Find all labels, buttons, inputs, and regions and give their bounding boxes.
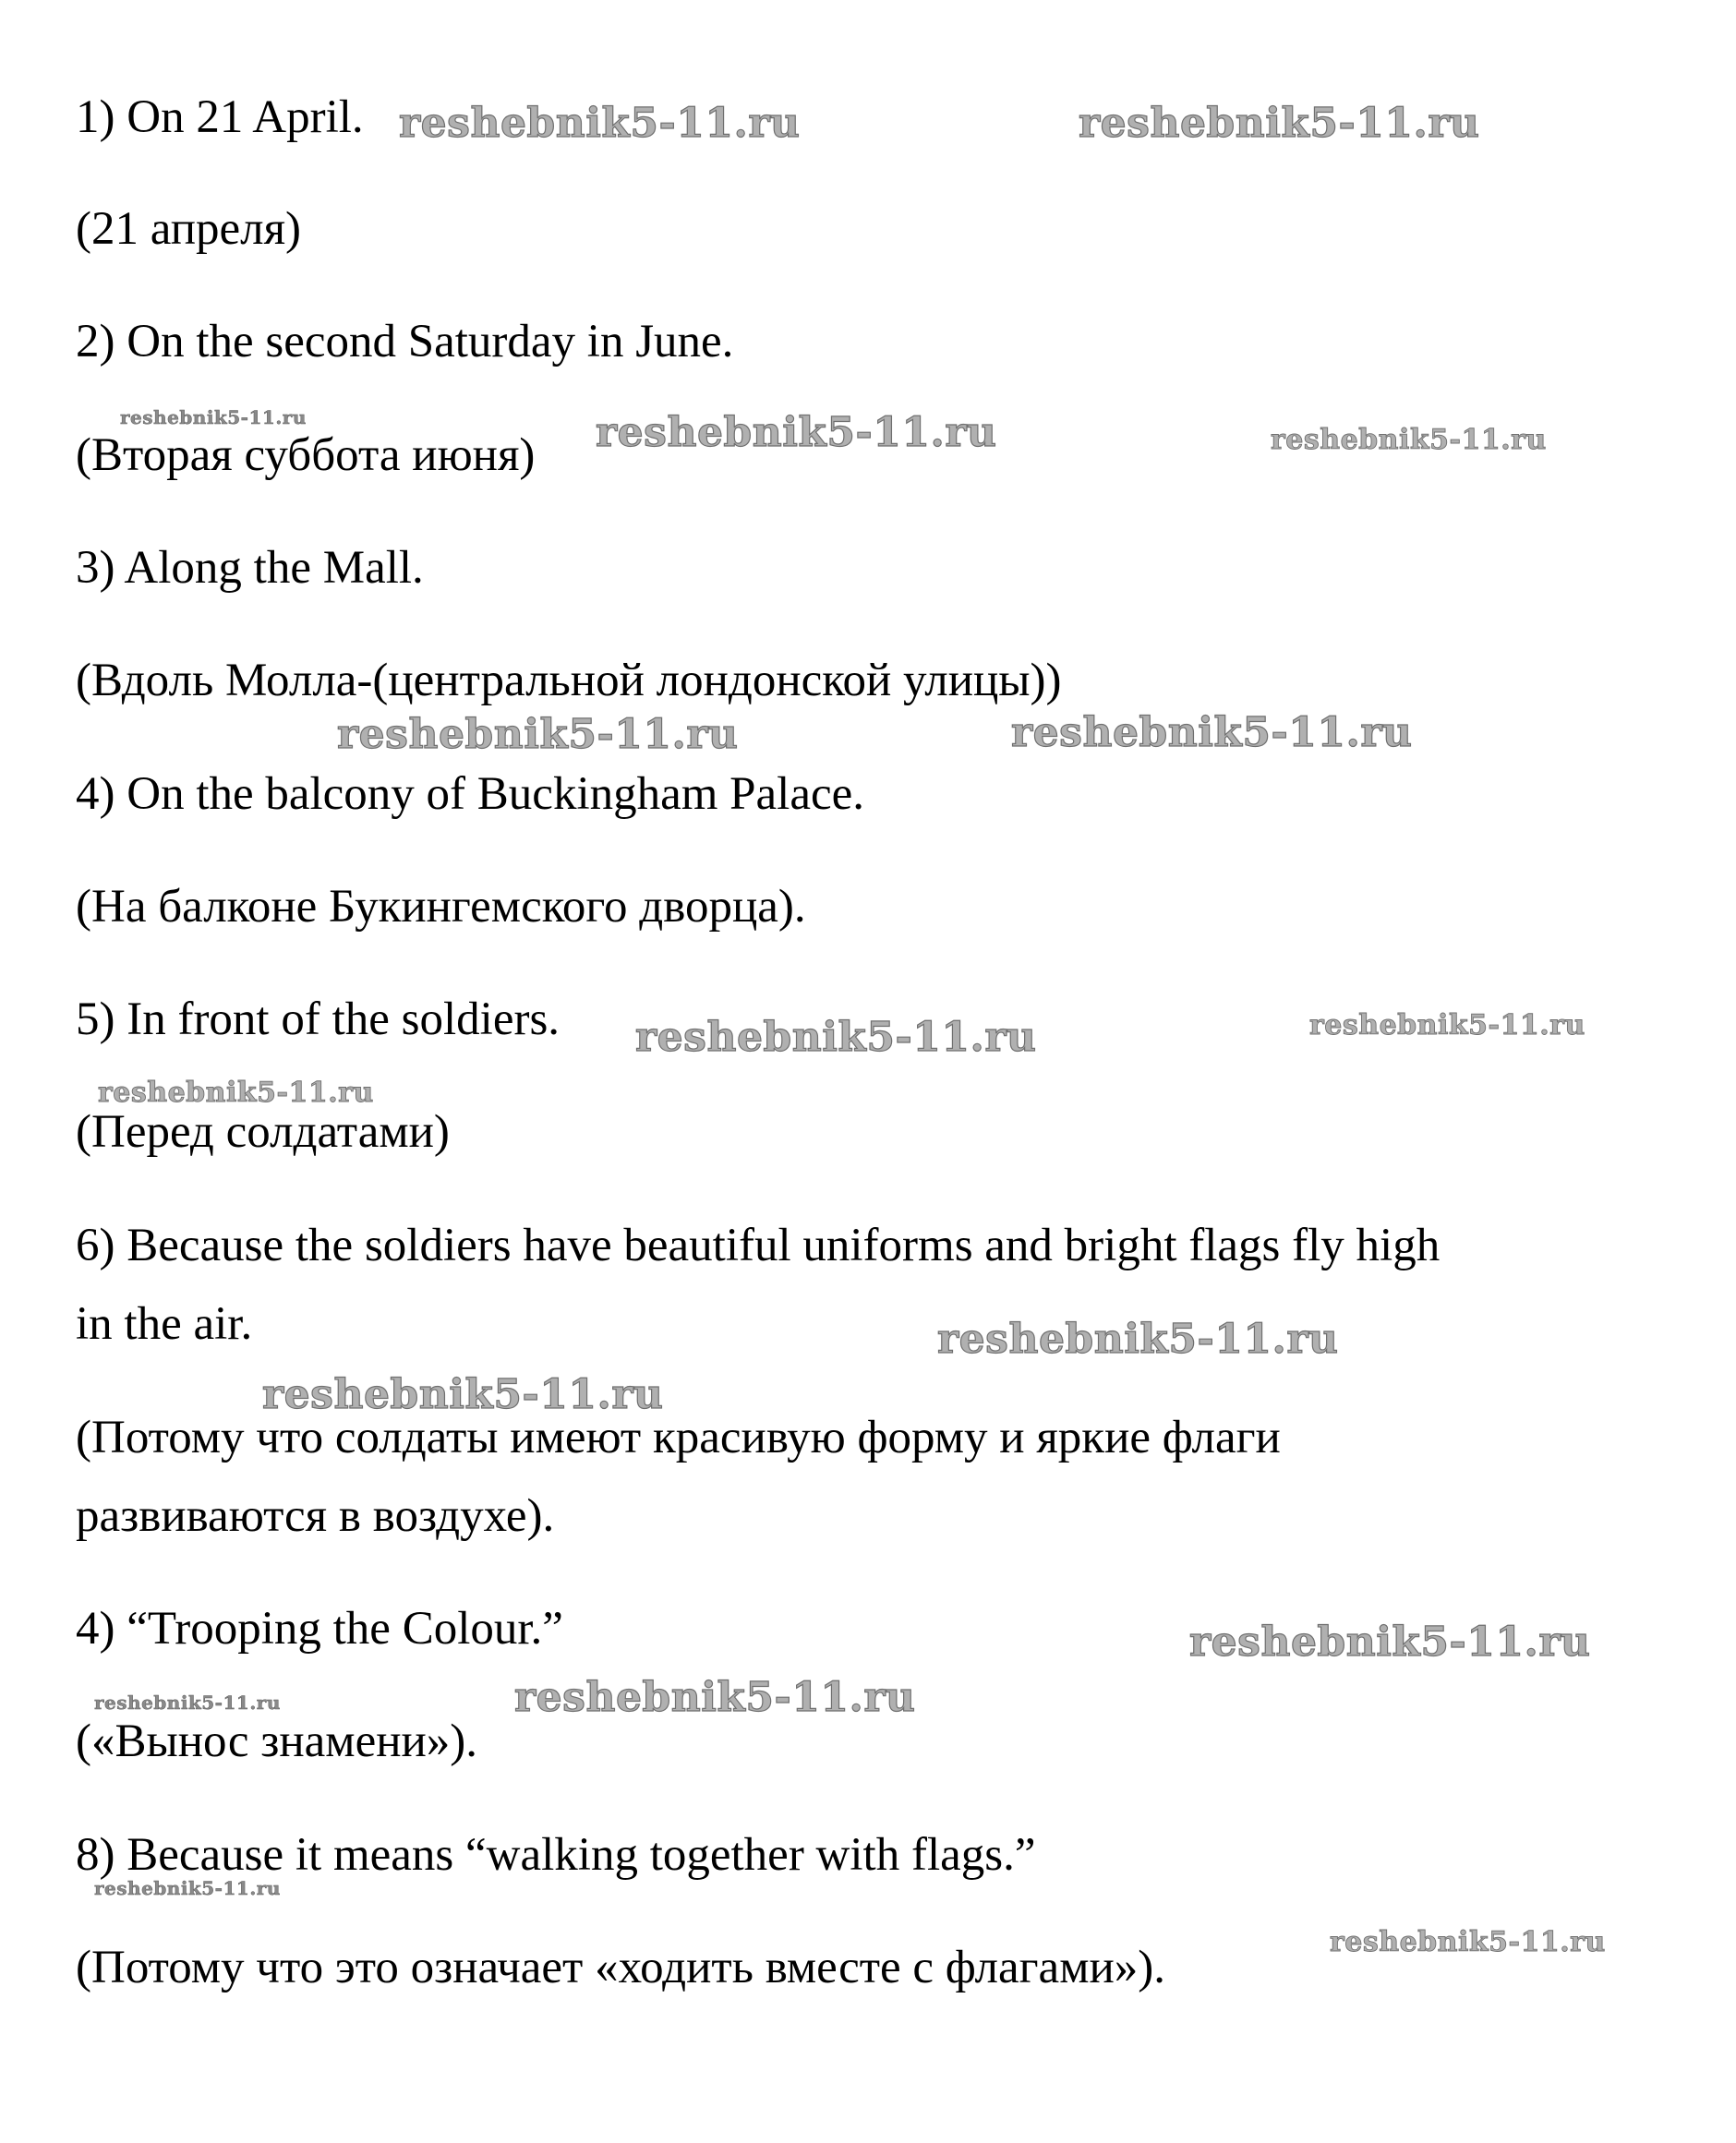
watermark: reshebnik5-11.ru xyxy=(337,711,739,758)
watermark: reshebnik5-11.ru xyxy=(1271,424,1547,456)
answer-7-ru: («Вынос знамени»). xyxy=(76,1716,478,1767)
answer-5-ru: (Перед солдатами) xyxy=(76,1106,450,1158)
answer-8-en: 8) Because it means “walking together with flags.” xyxy=(76,1829,1036,1881)
answer-6-en-line-2: in the air. xyxy=(76,1298,253,1350)
watermark: reshebnik5-11.ru xyxy=(514,1674,916,1721)
answer-2-en: 2) On the second Saturday in June. xyxy=(76,316,734,367)
answer-1-ru: (21 апреля) xyxy=(76,203,302,255)
watermark: reshebnik5-11.ru xyxy=(262,1371,664,1418)
watermark: reshebnik5-11.ru xyxy=(98,1077,374,1109)
watermark: reshebnik5-11.ru xyxy=(937,1316,1339,1363)
answer-6-ru-line-1: (Потому что солдаты имеют красивую форму и яркие флаги xyxy=(76,1412,1281,1463)
answer-4-en: 4) On the balcony of Buckingham Palace. xyxy=(76,768,865,820)
answer-1-en: 1) On 21 April. xyxy=(76,91,364,143)
answer-3-ru: (Вдоль Молла-(центральной лондонской улицы)) xyxy=(76,655,1062,706)
watermark: reshebnik5-11.ru xyxy=(596,409,997,456)
answer-6-ru-line-2: развиваются в воздухе). xyxy=(76,1490,555,1542)
watermark: reshebnik5-11.ru xyxy=(94,1692,281,1714)
watermark: reshebnik5-11.ru xyxy=(1011,709,1413,756)
watermark: reshebnik5-11.ru xyxy=(94,1877,281,1899)
watermark: reshebnik5-11.ru xyxy=(1309,1009,1585,1041)
answer-7-en: 4) “Trooping the Colour.” xyxy=(76,1603,563,1655)
answer-3-en: 3) Along the Mall. xyxy=(76,542,424,594)
watermark: reshebnik5-11.ru xyxy=(1189,1619,1591,1666)
watermark: reshebnik5-11.ru xyxy=(635,1014,1037,1061)
watermark: reshebnik5-11.ru xyxy=(1079,100,1480,147)
answer-2-ru: (Вторая суббота июня) xyxy=(76,429,536,481)
watermark: reshebnik5-11.ru xyxy=(1330,1926,1606,1958)
watermark: reshebnik5-11.ru xyxy=(120,406,307,428)
answer-4-ru: (На балконе Букингемского дворца). xyxy=(76,881,806,933)
answer-8-ru: (Потому что это означает «ходить вместе с флагами»). xyxy=(76,1942,1165,1993)
answer-6-en-line-1: 6) Because the soldiers have beautiful uniforms and bright flags fly high xyxy=(76,1220,1441,1271)
watermark: reshebnik5-11.ru xyxy=(399,100,801,147)
answer-5-en: 5) In front of the soldiers. xyxy=(76,993,561,1045)
